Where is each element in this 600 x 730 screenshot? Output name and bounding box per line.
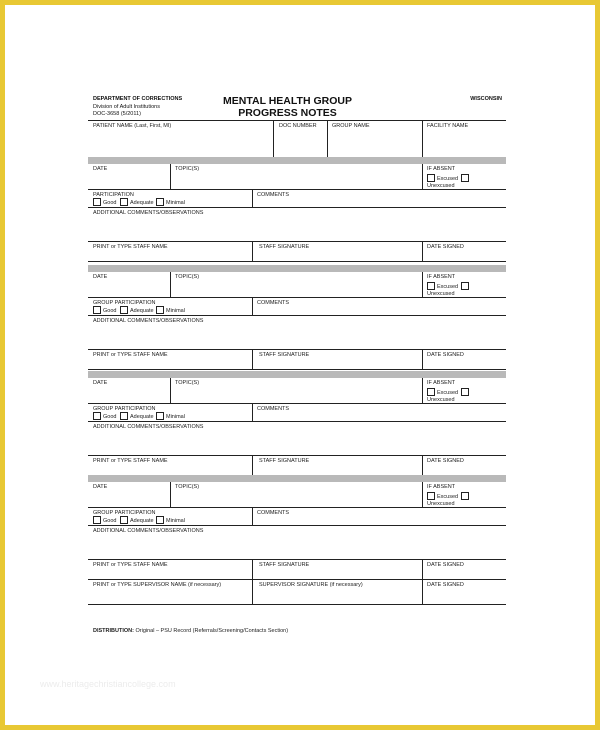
adequate-label: Adequate [130,308,154,314]
staff-signature-label: STAFF SIGNATURE [259,458,310,464]
print-staff-name-label: PRINT or TYPE STAFF NAME [93,562,168,568]
good-checkbox[interactable] [93,198,101,206]
doc-number-label: DOC NUMBER [279,123,317,129]
excused-label: Excused [437,494,459,500]
divider [88,261,506,262]
unexcused-label: Unexcused [427,501,455,507]
divider [422,272,423,297]
distribution-note [93,628,288,634]
supervisor-date-signed-label: DATE SIGNED [427,582,464,588]
good-checkbox[interactable] [93,516,101,524]
facility-name-label: FACILITY NAME [427,123,469,129]
divider [252,189,253,207]
print-staff-name-label: PRINT or TYPE STAFF NAME [93,458,168,464]
adequate-label: Adequate [130,518,154,524]
date-label: DATE [93,380,108,386]
staff-signature-label: STAFF SIGNATURE [259,562,310,568]
minimal-checkbox[interactable] [156,516,164,524]
unexcused-checkbox[interactable] [461,174,469,182]
divider [88,241,506,242]
divider [88,579,506,580]
divider [88,297,506,298]
division-name: Division of Adult Institutions [93,103,160,110]
date-signed-label: DATE SIGNED [427,244,464,250]
divider [88,525,506,526]
divider [88,455,506,456]
divider [252,559,253,579]
minimal-label: Minimal [166,200,185,206]
additional-comments-label: ADDITIONAL COMMENTS/OBSERVATIONS [93,210,204,216]
adequate-checkbox[interactable] [120,198,128,206]
minimal-checkbox[interactable] [156,412,164,420]
date-label: DATE [93,166,108,172]
excused-label: Excused [437,390,459,396]
excused-checkbox[interactable] [427,282,435,290]
adequate-checkbox[interactable] [120,306,128,314]
topics-label: TOPIC(S) [175,274,200,280]
divider [170,378,171,403]
if-absent-label: IF ABSENT [427,274,456,280]
comments-label: COMMENTS [257,406,290,412]
additional-comments-label: ADDITIONAL COMMENTS/OBSERVATIONS [93,528,204,534]
adequate-label: Adequate [130,414,154,420]
date-signed-label: DATE SIGNED [427,458,464,464]
adequate-checkbox[interactable] [120,516,128,524]
distribution-label: DISTRIBUTION: [93,628,134,634]
good-checkbox[interactable] [93,306,101,314]
minimal-label: Minimal [166,414,185,420]
divider [422,579,423,604]
print-supervisor-label: PRINT or TYPE SUPERVISOR NAME (if necessary) [93,582,222,588]
excused-checkbox[interactable] [427,388,435,396]
divider [422,241,423,261]
topics-label: TOPIC(S) [175,166,200,172]
adequate-checkbox[interactable] [120,412,128,420]
divider [88,421,506,422]
section-divider-bar [88,265,506,272]
divider [422,378,423,403]
supervisor-signature-label: SUPERVISOR SIGNATURE (if necessary) [259,582,363,588]
divider [252,297,253,315]
section-divider-bar [88,371,506,378]
divider [252,241,253,261]
unexcused-label: Unexcused [427,397,455,403]
minimal-label: Minimal [166,308,185,314]
topics-label: TOPIC(S) [175,380,200,386]
divider [422,349,423,369]
form-number: DOC-3658 (5/2011) [93,111,141,117]
divider [88,403,506,404]
staff-signature-label: STAFF SIGNATURE [259,352,310,358]
divider [88,507,506,508]
good-label: Good [103,200,117,206]
unexcused-label: Unexcused [427,183,455,189]
divider [422,455,423,475]
adequate-label: Adequate [130,200,154,206]
print-staff-name-label: PRINT or TYPE STAFF NAME [93,352,168,358]
date-signed-label: DATE SIGNED [427,562,464,568]
additional-comments-label: ADDITIONAL COMMENTS/OBSERVATIONS [93,424,204,430]
unexcused-checkbox[interactable] [461,388,469,396]
comments-label: COMMENTS [257,510,290,516]
unexcused-checkbox[interactable] [461,282,469,290]
group-name-label: GROUP NAME [332,123,370,129]
divider [88,315,506,316]
watermark: www.heritagechristiancollege.com [40,679,176,689]
divider [88,120,506,121]
divider [273,120,274,157]
divider [88,189,506,190]
if-absent-label: IF ABSENT [427,166,456,172]
minimal-label: Minimal [166,518,185,524]
participation-label: PARTICIPATION [93,192,134,198]
distribution-text: Original – PSU Record (Referrals/Screening/Contacts Section) [135,628,289,634]
comments-label: COMMENTS [257,300,290,306]
state-name: WISCONSIN [470,96,502,102]
additional-comments-label: ADDITIONAL COMMENTS/OBSERVATIONS [93,318,204,324]
date-signed-label: DATE SIGNED [427,352,464,358]
excused-checkbox[interactable] [427,492,435,500]
divider [252,455,253,475]
title-line-1: MENTAL HEALTH GROUP [223,95,352,107]
patient-name-label: PATIENT NAME (Last, First, MI) [93,123,172,129]
excused-label: Excused [437,284,459,290]
date-label: DATE [93,484,108,490]
minimal-checkbox[interactable] [156,306,164,314]
divider [88,207,506,208]
good-label: Good [103,414,117,420]
if-absent-label: IF ABSENT [427,484,456,490]
divider [422,164,423,189]
divider [170,164,171,189]
title-line-2: PROGRESS NOTES [238,107,337,119]
minimal-checkbox[interactable] [156,198,164,206]
unexcused-checkbox[interactable] [461,492,469,500]
topics-label: TOPIC(S) [175,484,200,490]
divider [88,349,506,350]
participation-label: GROUP PARTICIPATION [93,300,156,306]
divider [170,482,171,507]
date-label: DATE [93,274,108,280]
excused-label: Excused [437,176,459,182]
if-absent-label: IF ABSENT [427,380,456,386]
form-title [200,95,375,119]
good-label: Good [103,518,117,524]
divider [422,559,423,579]
print-staff-name-label: PRINT or TYPE STAFF NAME [93,244,168,250]
divider [252,579,253,604]
department-name: DEPARTMENT OF CORRECTIONS [93,96,183,102]
divider [170,272,171,297]
header-left [93,96,182,119]
divider [252,349,253,369]
comments-label: COMMENTS [257,192,290,198]
section-divider-bar [88,157,506,164]
divider [252,403,253,421]
participation-label: GROUP PARTICIPATION [93,510,156,516]
unexcused-label: Unexcused [427,291,455,297]
divider [252,507,253,525]
divider [88,559,506,560]
divider [88,604,506,605]
participation-label: GROUP PARTICIPATION [93,406,156,412]
divider [327,120,328,157]
divider [422,120,423,157]
divider [422,482,423,507]
staff-signature-label: STAFF SIGNATURE [259,244,310,250]
good-label: Good [103,308,117,314]
divider [88,369,506,370]
excused-checkbox[interactable] [427,174,435,182]
good-checkbox[interactable] [93,412,101,420]
section-divider-bar [88,475,506,482]
